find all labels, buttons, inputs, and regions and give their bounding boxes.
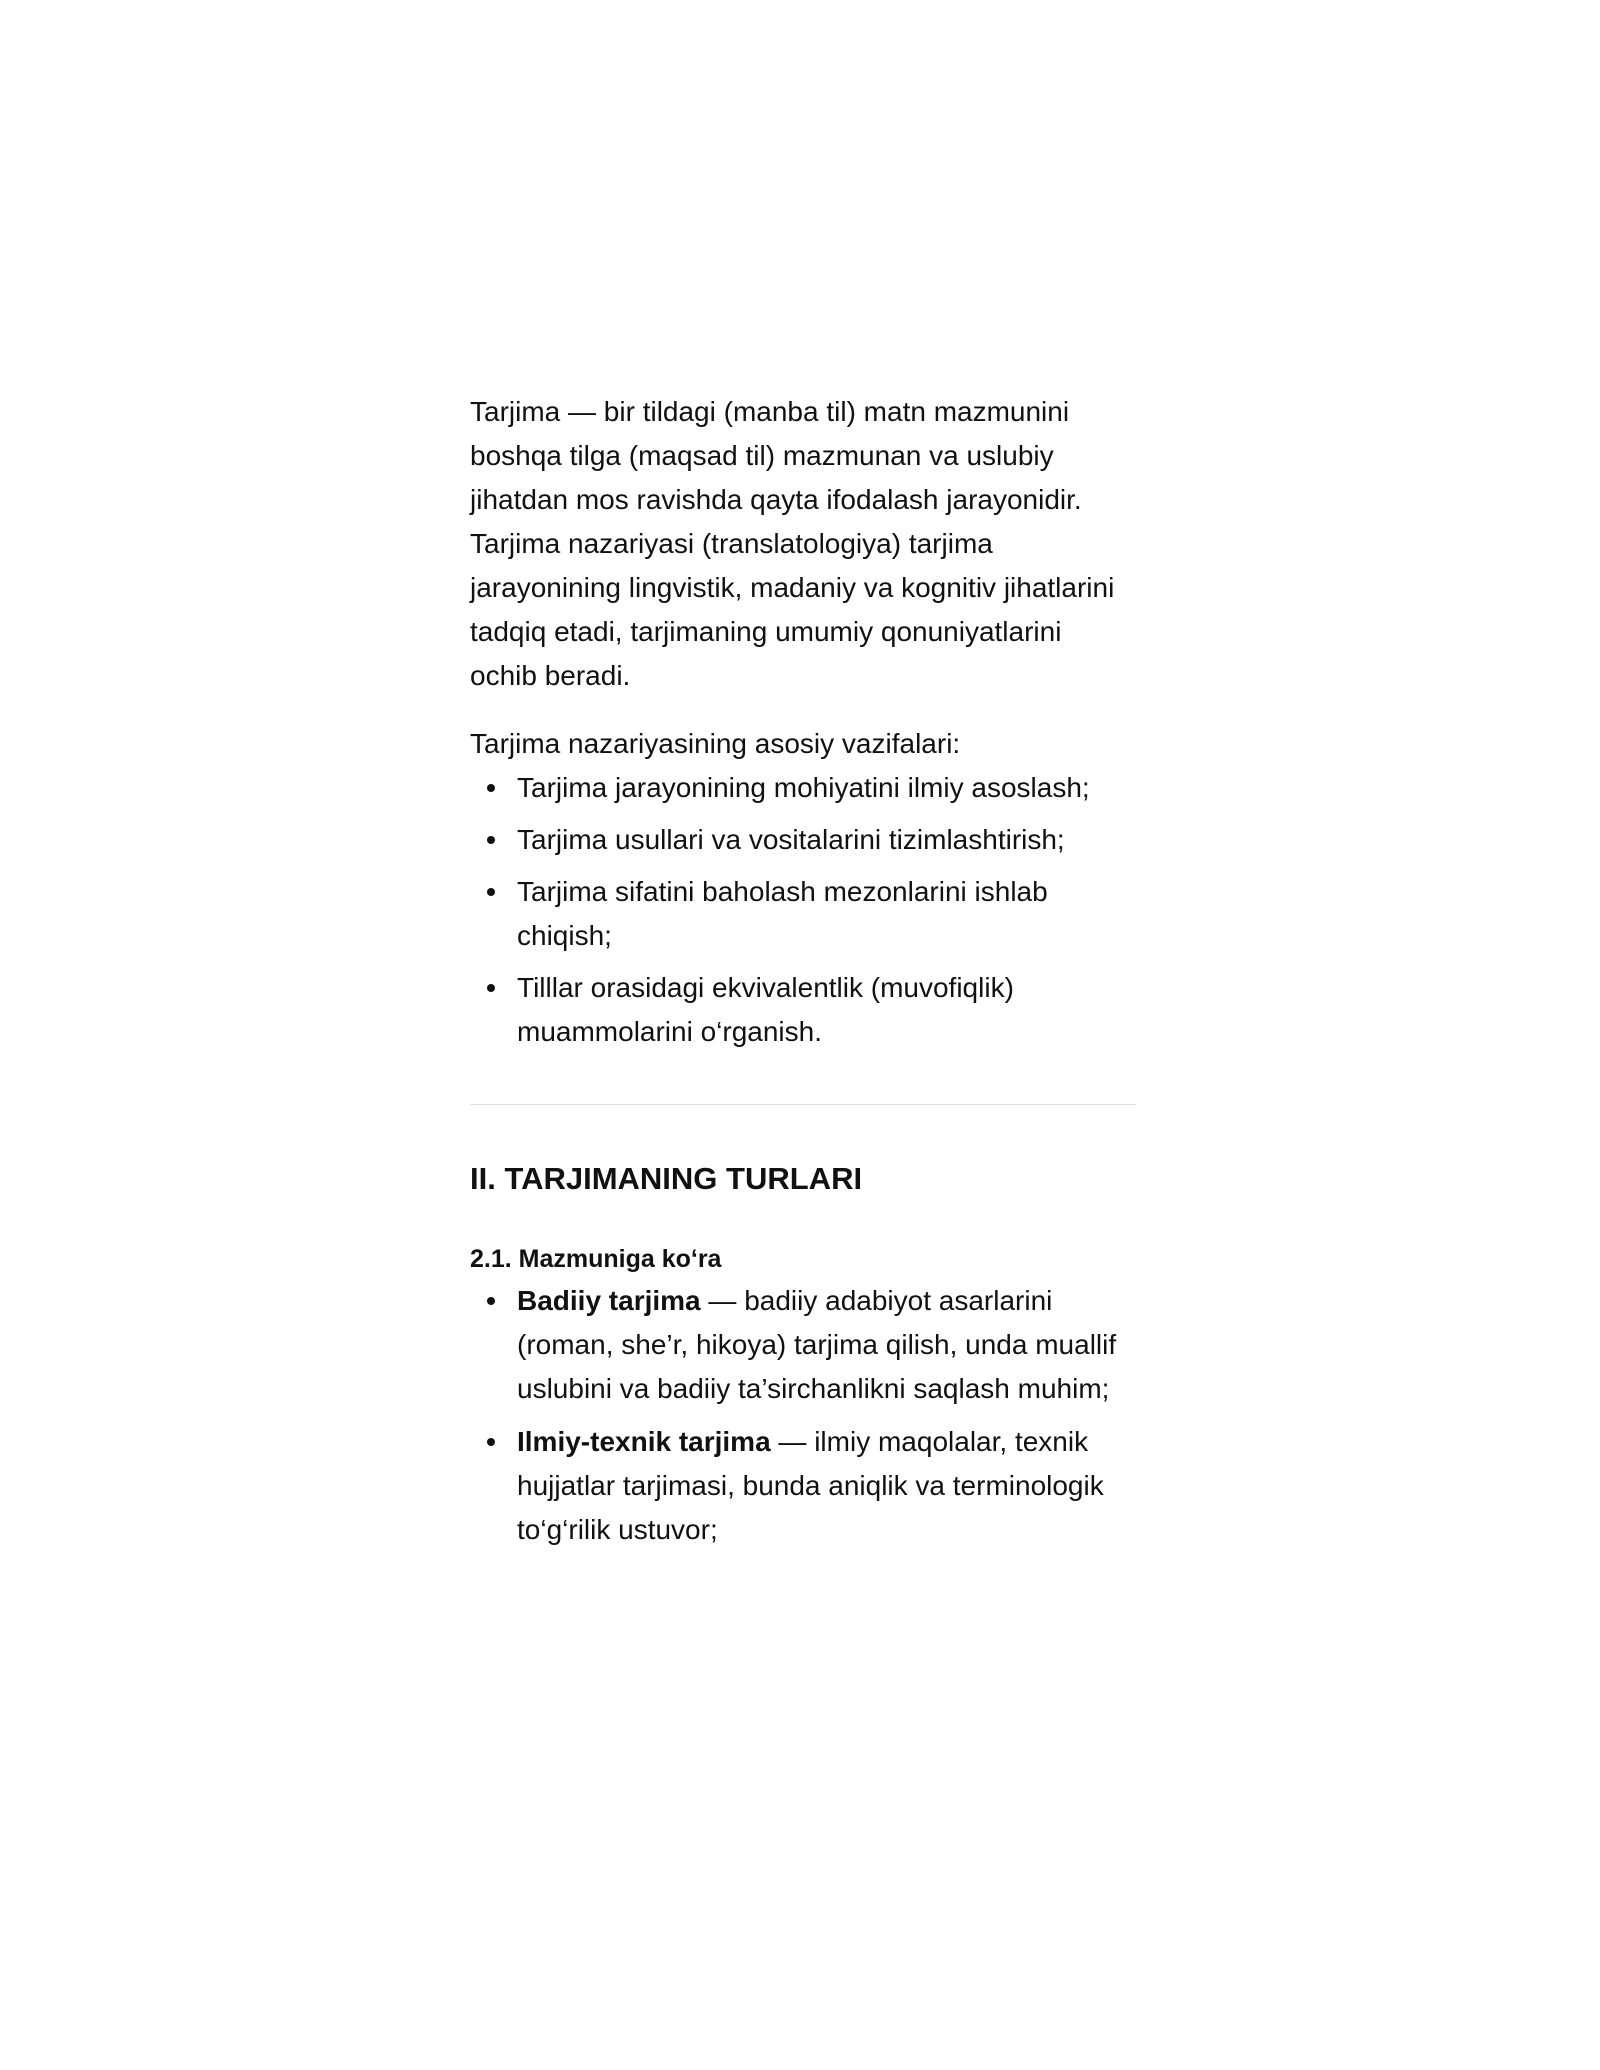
document-body <box>470 390 1136 1552</box>
bullet-icon <box>487 836 495 844</box>
list-item-text: Tarjima jarayonining mohiyatini ilmiy asoslash; <box>517 772 1090 803</box>
list-item-text: Tarjima sifatini baholash mezonlarini ishlab chiqish; <box>517 876 1048 951</box>
bullet-icon <box>487 1297 495 1305</box>
list-item-text: Tilllar orasidagi ekvivalentlik (muvofiqlik) muammolarini o‘rganish. <box>517 972 1014 1047</box>
list-item <box>517 818 1136 862</box>
list-item <box>517 1279 1136 1411</box>
list-item <box>517 966 1136 1054</box>
tasks-intro: Tarjima nazariyasining asosiy vazifalari: <box>470 728 961 759</box>
list-item <box>517 1420 1136 1552</box>
translation-types-list <box>470 1279 1136 1552</box>
list-item-term: Ilmiy-texnik tarjima <box>517 1426 771 1457</box>
section-heading: II. TARJIMANING TURLARI <box>470 1161 863 1196</box>
tasks-list <box>470 766 1136 1054</box>
subsection-heading: 2.1. Mazmuniga ko‘ra <box>470 1245 722 1273</box>
bullet-icon <box>487 888 495 896</box>
intro-paragraph: Tarjima — bir tildagi (manba til) matn mazmunini boshqa tilga (maqsad til) mazmunan va uslubiy jihatdan mos ravishda qayta ifodalash jarayonidir. Tarjima nazariyasi (translatologiya) tarjima jarayonining lingvistik, madaniy va kognitiv jihatlarini tadqiq etadi, tarjimaning umumiy qonuniyatlarini ochib beradi. <box>470 396 1115 691</box>
list-item <box>517 870 1136 958</box>
list-item-text: — badiiy adabiyot asarlarini (roman, she’r, hikoya) tarjima qilish, unda muallif uslubini va badiiy ta’sirchanlikni saqlash muhim; <box>517 1285 1117 1404</box>
list-item-text: — ilmiy maqolalar, texnik hujjatlar tarjimasi, bunda aniqlik va terminologik to‘g‘rilik ustuvor; <box>517 1426 1104 1545</box>
bullet-icon <box>487 784 495 792</box>
bullet-icon <box>487 984 495 992</box>
section-divider <box>470 1104 1136 1105</box>
list-item-term: Badiiy tarjima <box>517 1285 701 1316</box>
list-item <box>517 766 1136 810</box>
bullet-icon <box>487 1438 495 1446</box>
list-item-text: Tarjima usullari va vositalarini tizimlashtirish; <box>517 824 1065 855</box>
